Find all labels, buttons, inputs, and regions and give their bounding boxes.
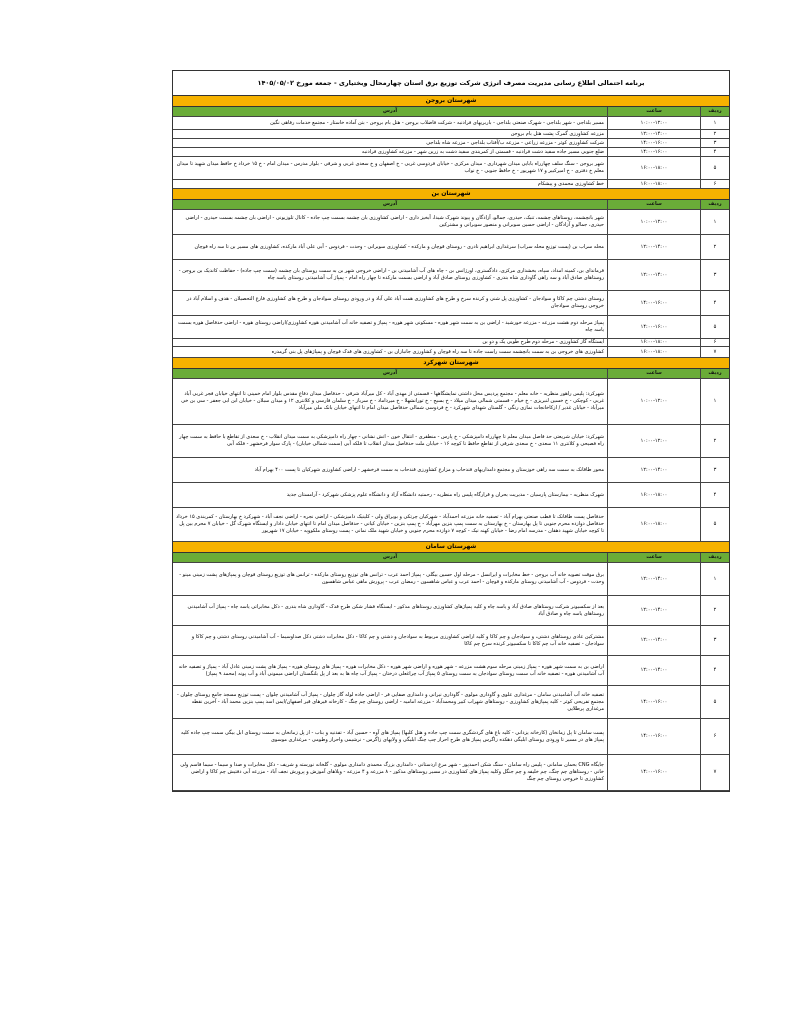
row-time: ۱۴:۰۰-۱۶:۰۰ <box>608 755 701 791</box>
table-header-row <box>173 107 729 117</box>
row-time: ۱۶:۰۰-۱۸:۰۰ <box>608 347 701 358</box>
table-row <box>173 291 729 316</box>
section-header: شهرستان سامان <box>173 542 729 553</box>
row-index: ۷ <box>701 755 730 791</box>
schedule-document <box>172 70 730 792</box>
section-table <box>173 200 729 358</box>
row-address: روستای دشتی چم کاکا و سوادجان - کشاورزی پل شنی و کرنده سرخ و طرح های کشاورزی همت آباد علی آباد و در ورودی روستای سوادجان و طرح های کشاورزی فارغ التحصیلان - هدف و اسلام آباد در خروجی روستای سوادجان <box>173 291 608 316</box>
row-address: شهرکرد: خیابان شریعتی حد فاصل میدان معلم تا چهارراه دامپزشکی - خ پارس - منطقری - انتقال خون - اتش نشانی - چهار راه دامپزشکی به سمت میدان انقلاب - خ سعدی از تقاطع با حافظ به سمت چهار راه فصیحی و کلانتری ۱۱ سعدی - خ سعدی شرقی از تقاطع حافظ تا کوچه ۱۶ - خیابان ملت حدفاصل میدان انقلاب تا فلکه آبی (سمت شمالی خیابان) - پارک سوار فرخشهر - فلکه آبی <box>173 425 608 458</box>
row-index: ۵ <box>701 316 730 339</box>
row-address: بعد از سکسیونر شرکت روستاهای صادق آباد و یاسه چاه و کلیه پمپاژهای کشاورزی روستاهای مذکور - ایستگاه فشار شکن طرح قدک - گاوداری شاه بندری - دکل مخابراتی یاسه چاه - پمپاژ آب آشامیدنی روستاهای یاسه چاه و صادق آباد <box>173 596 608 626</box>
row-time: ۱۶:۰۰-۱۸:۰۰ <box>608 339 701 347</box>
row-index: ۶ <box>701 339 730 347</box>
table-row <box>173 686 729 719</box>
row-time: ۱۲:۰۰-۱۴:۰۰ <box>608 130 701 139</box>
row-address: محله سراب بن (پست توزیع محله سراب) سرغداری ابراهیم نادری - روستای قوچان و مارکده - کشاورزی سوبرانی - وحدت - فردوس - آبی علی آباد مارکده، کشاورزی های مسیر بن تا سه راه قوچان <box>173 235 608 260</box>
row-address: جایگاه CNG بحمان سامانی - پلیس راه سامان - سنگ شکن احمدپور - شهر مرغ اردستانی - دامداری بزرگ محمدی دامداری مولوی - گلخانه نورسته و شریف - دکل مخابرات و صدا و سیما - سیما قاسم ولی خانی - روستاهای چم چنگ، چم خلیفه و چم جنگل وکلیه پمپاژ های کشاورزی در مسیر روستاهای مذکور - ۸ مزرعه و ۴ مزرعه - ویلاهای آموزش و پرورش نجف آباد - مزرعه آبی دفتیش چم کاکا و اراضی کشاورزی تا خروجی روستای چم چنگ <box>173 755 608 791</box>
column-header-time: ساعت <box>608 200 701 210</box>
row-time: ۱۴:۰۰-۱۶:۰۰ <box>608 148 701 157</box>
row-address: برق موقت تصویه خانه آب بروجن - خط مخابرات و ایرانسل - مرحله اول حسین بیگلی - پمپاژ احمد عرب - ترانس های توزیع روستای مارکده - ترانس های توزیع روستای قوچان و پمپاژهای پشت زمینی مینو - وحدت - فردوس - آب آشامیدنی روستای مارکده و قوچان - احمد عرب و عباس شاهسون - رمضان عرب - پرورش ماهی عباس شاهسون <box>173 563 608 596</box>
table-row <box>173 483 729 508</box>
table-row <box>173 148 729 157</box>
row-address: شهر بانچشمه، روستاهای چشمه، تنبک، حیدری، جمالو، آزادگان و پیوند شهرک شیدا، آبخیز داری - اراضی کشاورزی بان چشمه بسمت چپ جاده - کانال تلوزیونی - اراضی بان چشمه بسمت حیدری - اراضی حیدری، جمالو و آزادگان - اراضی حسین سوبرانی و منصور سوبرانی و مشترکین <box>173 210 608 235</box>
column-header-address: آدرس <box>173 107 608 117</box>
row-address: پمپاژ مرحله دوم هشت مزرعه - مزرعه خورشید - اراضی بن به سمت شهر هوره - مسکونی شهر هوره - پمپاژ و تصفیه خانه آب آشامیدنی هوره کشاورزی/اراضی روستای هوره - اراضی حدفاصل هوره بسمت یاسه چاه <box>173 316 608 339</box>
row-index: ۵ <box>701 508 730 542</box>
row-address: فرماندای بن، کمینه امداد، سپاه، بخشداری مرکزی، دادگستری، اورژانس بن - چاه های آب آشامیدنی بن - اراضی خروجی شهر بن به سمت روستای بان چشمه (سمت چپ جاده) - حفاظت کاندیک بن بروجن - روستاهای صادق آباد و سه راهی گاوداری شاه بندری - کشاورزی روستای صادق آباد و اراضی بسمت مارکده تا چهار راه امام - پمپاژ آب آشامیدنی روستای یاسه چاه <box>173 260 608 291</box>
table-row <box>173 210 729 235</box>
table-row <box>173 117 729 130</box>
row-index: ۷ <box>701 347 730 358</box>
row-time: ۱۲:۰۰-۱۴:۰۰ <box>608 260 701 291</box>
table-header-row <box>173 200 729 210</box>
row-address: حدفاصل پست طاقانک تا قطب صنعتی بهرام آباد - تصفیه خانه مزرعه احمدآباد - شهرکیان چرتکی و بویراق ولی - کلینیک دامپزشکی - اراضی نجره - اراضی نجف آباد - شهرکرد خ بهارستان - کمربندی ۱۵ خرداد حدفاصل دوازده محرم جنوبی تا پل بهارستان - خ بهارستان به سمت پمپ بنزین مهرآباد - خ پمپ بنزین - خیابان کیانی - حدفاصل میدان امام تا انتهای خیابان دادار و ایستگاه شهرک گل - خیابان ۷ محرم بین پل تا کوچه خیابان شهید دهقان - مدرسه امام رضا - خیابان کهنه نیک - کوچه ۷ دوازده محرم جنوبی و خیابان شهید ملک نمانی - پست روستای ملکوویه - خیابان ۱۷ شهریور <box>173 508 608 542</box>
row-address: کشاورزی های خروجی بن به سمت بانچشمه سمت راست جاده تا سه راه قوچان و کشاورزی جانبازان بن - کشاورزی های قدک قوچان و پمپاژهای پل بنی گرمدره <box>173 347 608 358</box>
table-row <box>173 235 729 260</box>
row-index: ۴ <box>701 656 730 686</box>
table-row <box>173 755 729 791</box>
row-time: ۱۲:۰۰-۱۴:۰۰ <box>608 626 701 656</box>
row-address: شرکت کشاورزی کوثر - مزرعه زراعی - مزرعه ب/آفتاب بلداجی - مزرعه شاه بلداجی <box>173 139 608 148</box>
row-time: ۱۰:۰۰-۱۲:۰۰ <box>608 425 701 458</box>
row-time: ۱۶:۰۰-۱۸:۰۰ <box>608 157 701 180</box>
row-address: تصفیه خانه آب آشامیدنی سامان - مرغداری علوی و گاوداری مولوی - گاوداری نیرانی و دامداری صفایی فر - اراضی جاده لوله گاز چلوان - پمپاژ آب آشامیدنی چلوان - پست توزیع مسجد جامع روستای چلوان - مجتمع تفریحی کوثر - کلیه پمپاژهای کشاورزی - روستاهای شهراب کبیر ومحمدآباد - مزرعه امامیه - اراضی روستای چم چنگ - کارخانه قیرهای قیر اصفهان/ایمن اسد پمپ بنزین محمد آباد - آخرین نقطه مرغداری پرطلایی <box>173 686 608 719</box>
row-address: شهرکرد: پلیس راهور منظریه - خانه معلم - مجتمع پردیس محل داشتی نمایشگاهها - قسمتی از مهدی آباد - کل میرآباد شرقی - حدفاصل میدان دفاع مقدس بلوار امام خمینی تا انتهای خیابان فجر غربی آباد غربی - کوچکی - خ خسین لنبریزی - خ خیام - قسمتی شمالی میدان میلاد - خ بسیج - خ تورانشهلا - خ میرداماد - خ سرباز - خ سلمان فارسی و کلانتری ۱۲ و میدان سبلان - خیابان ابن ابی جعفر - سی بن خی میرآباد - خیابان غدیر / ازکاخانجات نمازی رنگی - گلستان شهدای شهرکرد - خ فردوسی شمالی حدفاصل میدان امام تا انتهای خیابان بانک ملی میرآباد <box>173 379 608 425</box>
table-row <box>173 130 729 139</box>
table-row <box>173 157 729 180</box>
row-index: ۲ <box>701 235 730 260</box>
column-header-index: ردیف <box>701 107 730 117</box>
row-index: ۶ <box>701 719 730 755</box>
row-index: ۲ <box>701 596 730 626</box>
row-time: ۱۲:۰۰-۱۴:۰۰ <box>608 596 701 626</box>
table-row <box>173 139 729 148</box>
row-time: ۱۴:۰۰-۱۶:۰۰ <box>608 686 701 719</box>
table-row <box>173 596 729 626</box>
row-address: مشترکین عادی روستاهای دشتی، و سوادجان و چم کاکا و کلیه اراضی کشاورزی مربوط به سوادجان و دشتی و چم کاکا - دکل مخابرات دشتی دکل صداوسیما - آب آشامیدنی روستای دشتی و چم کاکا و سوادجان - تصفیه خانه آب چم کاکا تا سکسیونر کرنده سرخ چم کاکا <box>173 626 608 656</box>
section-header: شهرستان بن <box>173 189 729 200</box>
table-row <box>173 719 729 755</box>
row-time: ۱۲:۰۰-۱۴:۰۰ <box>608 458 701 483</box>
table-row <box>173 626 729 656</box>
column-header-time: ساعت <box>608 369 701 379</box>
column-header-address: آدرس <box>173 200 608 210</box>
row-address: مسیر بلداجی - شهر بلداجی - شهرک صنعتی بلداجی - باربریهای فرادنبه - شرکت فاضلاب بروجن - هتل بام بروجن - بتن آماده خاستار - مجتمع خدمات رفاهی نگین <box>173 117 608 130</box>
table-row <box>173 656 729 686</box>
row-time: ۱۴:۰۰-۱۶:۰۰ <box>608 291 701 316</box>
table-row <box>173 425 729 458</box>
row-address: ضلع جنوبی مسیر جاده سفید دشت فرادنبه - قسمتی از کمربندی سفید دشت به زرین شهر - مزرعه کشاورزی فرادنبه <box>173 148 608 157</box>
row-index: ۱ <box>701 563 730 596</box>
row-index: ۴ <box>701 148 730 157</box>
row-time: ۱۰:۰۰-۱۲:۰۰ <box>608 210 701 235</box>
table-row <box>173 347 729 358</box>
row-index: ۳ <box>701 260 730 291</box>
row-address: محور طاقانک به سمت سه راهی خوزستان و مجتمع دامداریهای قندحاب و مزارع کشاورزی قندحاب به سمت فرخشهر - اراضی کشاورزی شهرکیان تا پست ۴۰۰ بهرام آباد <box>173 458 608 483</box>
table-header-row <box>173 553 729 563</box>
row-index: ۱ <box>701 379 730 425</box>
row-address: شهرک منظریه - بیمارستان پارسیان - مدیریت بحران و قرارگاه پلیس راه منظریه - رحمتیه دانشگاه آزاد و دانشگاه علوم پزشکی شهرکرد - آرامستان جدید <box>173 483 608 508</box>
row-index: ۲ <box>701 425 730 458</box>
row-index: ۵ <box>701 686 730 719</box>
column-header-index: ردیف <box>701 369 730 379</box>
column-header-time: ساعت <box>608 107 701 117</box>
row-time: ۱۰:۰۰-۱۲:۰۰ <box>608 379 701 425</box>
row-index: ۱ <box>701 117 730 130</box>
row-time: ۱۴:۰۰-۱۶:۰۰ <box>608 316 701 339</box>
section-header: شهرستان بروجن <box>173 96 729 107</box>
row-index: ۳ <box>701 626 730 656</box>
table-row <box>173 563 729 596</box>
row-index: ۵ <box>701 157 730 180</box>
document-title: برنامه احتمالی اطلاع رسانی مدیریت مصرف انرژی شرکت توزیع برق استان چهارمحال وبختیاری - جمعه مورخ ۱۴۰۵/۰۵/۰۲ <box>173 71 729 96</box>
row-index: ۴ <box>701 291 730 316</box>
row-index: ۳ <box>701 139 730 148</box>
table-row <box>173 379 729 425</box>
sections-container <box>173 96 729 791</box>
table-row <box>173 508 729 542</box>
column-header-address: آدرس <box>173 553 608 563</box>
row-time: ۱۰:۰۰-۱۲:۰۰ <box>608 117 701 130</box>
row-time: ۱۶:۰۰-۱۸:۰۰ <box>608 508 701 542</box>
row-index: ۲ <box>701 130 730 139</box>
row-time: ۱۴:۰۰-۱۶:۰۰ <box>608 719 701 755</box>
row-time: ۱۲:۰۰-۱۴:۰۰ <box>608 235 701 260</box>
row-index: ۴ <box>701 483 730 508</box>
table-header-row <box>173 369 729 379</box>
row-time: ۱۶:۰۰-۱۸:۰۰ <box>608 180 701 189</box>
row-time: ۱۴:۰۰-۱۶:۰۰ <box>608 139 701 148</box>
row-time: ۱۲:۰۰-۱۴:۰۰ <box>608 563 701 596</box>
row-address: ایستگاه گاز کشاورزی - مرحله دوم طرح طوبی یک و دو بن <box>173 339 608 347</box>
table-row <box>173 316 729 339</box>
section-table <box>173 553 729 791</box>
row-time: ۱۲:۰۰-۱۴:۰۰ <box>608 656 701 686</box>
row-address: اراضی بن به سمت شهر هوره - پمپاژ زمینی مرحله سوم هشت مزرعه - شهر هوره و اراضی شهر هوره - دکل مخابرات هوره - پمپاژ های روستای هوره - پمپاژ های پشت زمینی عادل آباد - پمپاژ و تصفیه خانه آب آشامیدنی هوره - تصفیه خانه آب سمت روستای سوادجان به سمت روستای ۵ پمپاژ آب چراغعلی درختان - پمپاژ آب چاه ها به بعد از پل بلنگستان اراضی میمونی آباد و آب پونه (محمد ۹ پمپاژ) <box>173 656 608 686</box>
row-index: ۶ <box>701 180 730 189</box>
row-address: پست سامان تا پل زمانخان (کارخانه یزدانی - کلیه باغ های گردشگری سمت چپ جاده و هتل کلبها) پمپاژ های آوه - حسین آباد - تفدنیه و بناب - از پل زمانخان به سمت روستای ابل بیگی سمت چپ جاده کلیه پمپاژ های در مسیر تا ورودی روستای ابلیگی دهکده زاگرس پمپاژ های طرح احراز چپ چنگ ابلیگی و ولایهای زاگرس - نرشیمی واحراز وطومی - مرغداری موسوی <box>173 719 608 755</box>
row-address: مزرعه کشاورزی گمرک پشت هتل بام بروجن <box>173 130 608 139</box>
row-address: شهر بروجن - سنگ سلف چهارراه بابایی میدان شهرداری - میدان مرکزی - خیابان فردوسی غربی - خ اصفهان و خ سعدی غربی و شرقی - بلوار مدرس - میدان امام - خ ۱۵ خرداد خ حافظ میدان شهید تا میدان معلم خ دفتری - خ امیرکبیر و ۱۷ شهریور - خ حافظ جنوبی - خ نواب <box>173 157 608 180</box>
section-header: شهرستان شهرکرد <box>173 358 729 369</box>
row-index: ۱ <box>701 210 730 235</box>
row-time: ۱۶:۰۰-۱۸:۰۰ <box>608 483 701 508</box>
row-address: خط کشاورزی محمدی و پیشکام <box>173 180 608 189</box>
table-row <box>173 180 729 189</box>
column-header-index: ردیف <box>701 200 730 210</box>
column-header-address: آدرس <box>173 369 608 379</box>
table-row <box>173 458 729 483</box>
column-header-index: ردیف <box>701 553 730 563</box>
section-table <box>173 369 729 542</box>
section-table <box>173 107 729 189</box>
row-index: ۳ <box>701 458 730 483</box>
column-header-time: ساعت <box>608 553 701 563</box>
table-row <box>173 260 729 291</box>
table-row <box>173 339 729 347</box>
